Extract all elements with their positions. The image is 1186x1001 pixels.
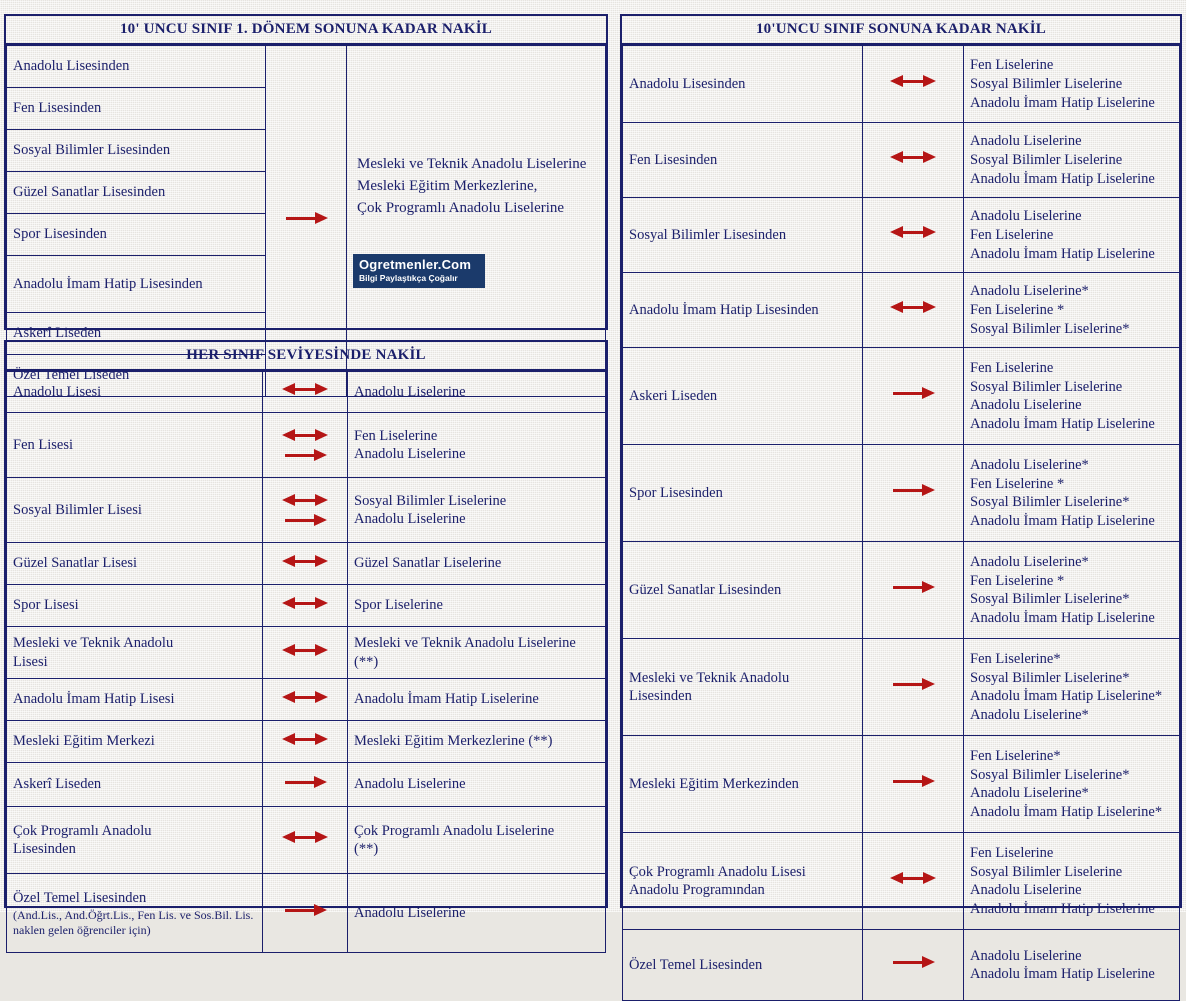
target-cell: Fen Liselerine* Sosyal Bilimler Liselerine* Anadolu İmam Hatip Liselerine* Anadolu Liselerine*: [964, 639, 1180, 736]
table-row: [7, 585, 606, 627]
source-cell: Fen Lisesinden: [623, 123, 863, 198]
table-row: [623, 930, 1180, 1001]
source-cell: Spor Lisesinden: [623, 445, 863, 542]
table-row: [7, 874, 606, 953]
target-cell: Mesleki Eğitim Merkezlerine (**): [348, 721, 606, 763]
target-cell: Fen Liselerine* Sosyal Bilimler Liselerine* Anadolu Liselerine* Anadolu İmam Hatip Liselerine*: [964, 736, 1180, 833]
arrow-cell: [863, 198, 964, 273]
arrow-right-icon: [889, 955, 937, 969]
target-cell: Fen Liselerine Sosyal Bilimler Liselerine Anadolu Liselerine Anadolu İmam Hatip Liselerine: [964, 348, 1180, 445]
table-row: [7, 721, 606, 763]
source-cell: Askerî Liseden: [7, 763, 263, 807]
arrow-double-icon: [281, 732, 329, 746]
source-cell: Özel Temel Lisesinden (And.Lis., And.Öğrt.Lis., Fen Lis. ve Sos.Bil. Lis. naklen gelen öğrenciler için): [7, 874, 263, 953]
source-cell: Özel Temel Lisesinden: [623, 930, 863, 1001]
source-note: (And.Lis., And.Öğrt.Lis., Fen Lis. ve Sos.Bil. Lis. naklen gelen öğrenciler için): [13, 907, 254, 937]
source-cell: Fen Lisesi: [7, 413, 263, 478]
target-cell: Anadolu Liselerine: [348, 874, 606, 953]
arrow-double-icon: [889, 74, 937, 88]
target-cell: Anadolu Liselerine* Fen Liselerine * Sosyal Bilimler Liselerine* Anadolu İmam Hatip Liselerine: [964, 445, 1180, 542]
target-cell: Fen Liselerine Sosyal Bilimler Liselerine Anadolu Liselerine Anadolu İmam Hatip Liselerine: [964, 833, 1180, 930]
source-cell: Mesleki Eğitim Merkezi: [7, 721, 263, 763]
target-cell: Anadolu Liselerine* Fen Liselerine * Sosyal Bilimler Liselerine*: [964, 273, 1180, 348]
watermark-logo: Ogretmenler.Com Bilgi Paylaştıkça Çoğalır: [353, 254, 485, 289]
source-cell: Mesleki ve Teknik Anadolu Lisesi: [7, 627, 263, 679]
source-cell: Sosyal Bilimler Lisesinden: [623, 198, 863, 273]
arrow-right-icon: [889, 774, 937, 788]
arrow-cell: [263, 413, 348, 478]
source-cell: Güzel Sanatlar Lisesinden: [623, 542, 863, 639]
target-cell: Anadolu Liselerine Fen Liselerine Anadolu İmam Hatip Liselerine: [964, 198, 1180, 273]
table-row: [623, 542, 1180, 639]
arrow-cell: [863, 833, 964, 930]
arrow-right-icon: [889, 386, 937, 400]
panel-title-all-grades: HER SINIF SEVİYESİNDE NAKİL: [6, 342, 606, 371]
table-row: [7, 543, 606, 585]
source-cell: Anadolu Lisesi: [7, 372, 263, 413]
panel-all-grades-transfer: [4, 340, 608, 937]
arrow-cell: [263, 585, 348, 627]
arrow-cell: [863, 273, 964, 348]
arrow-right-icon: [281, 775, 329, 789]
source-cell: Anadolu Lisesinden: [623, 46, 863, 123]
source-cell: Anadolu İmam Hatip Lisesinden: [623, 273, 863, 348]
arrow-cell: [263, 874, 348, 953]
arrow-cell: [263, 372, 348, 413]
table-row: [7, 372, 606, 413]
target-cell: Mesleki ve Teknik Anadolu Liselerine Mesleki Eğitim Merkezlerine, Çok Programlı Anadolu Liselerine Ogretmenler.Com Bilgi Paylaştıkça Çoğalır: [347, 46, 606, 397]
table-row: [7, 679, 606, 721]
table-row: [7, 46, 606, 88]
arrow-double-icon: [889, 225, 937, 239]
table-row: [7, 413, 606, 478]
table-row: [623, 445, 1180, 542]
table-row: [623, 736, 1180, 833]
target-cell: Güzel Sanatlar Liselerine: [348, 543, 606, 585]
source-cell: Sosyal Bilimler Lisesinden: [7, 130, 266, 172]
arrow-right-icon: [281, 448, 329, 462]
arrow-double-icon: [889, 871, 937, 885]
arrow-double-icon: [889, 150, 937, 164]
source-cell: Spor Lisesi: [7, 585, 263, 627]
source-cell: Fen Lisesinden: [7, 88, 266, 130]
target-cell: Fen Liselerine Sosyal Bilimler Liselerine Anadolu İmam Hatip Liselerine: [964, 46, 1180, 123]
target-cell: Anadolu İmam Hatip Liselerine: [348, 679, 606, 721]
source-cell: Çok Programlı Anadolu Lisesinden: [7, 807, 263, 874]
source-cell: Sosyal Bilimler Lisesi: [7, 478, 263, 543]
arrow-cell: [863, 46, 964, 123]
source-cell: Askeri Liseden: [623, 348, 863, 445]
table-row: [7, 807, 606, 874]
target-cell: Anadolu Liselerine: [348, 763, 606, 807]
target-cell: Mesleki ve Teknik Anadolu Liselerine (**): [348, 627, 606, 679]
source-cell: Askerî Liseden: [7, 313, 266, 355]
arrow-double-icon: [281, 690, 329, 704]
arrow-cell: [863, 542, 964, 639]
source-cell: Güzel Sanatlar Lisesinden: [7, 172, 266, 214]
arrow-right-icon: [281, 513, 329, 527]
arrow-double-icon: [281, 830, 329, 844]
panel-title-first-term: 10' UNCU SINIF 1. DÖNEM SONUNA KADAR NAKİL: [6, 16, 606, 45]
arrow-right-icon: [889, 580, 937, 594]
source-cell: Mesleki Eğitim Merkezinden: [623, 736, 863, 833]
table-row: [623, 198, 1180, 273]
target-cell: Anadolu Liselerine Anadolu İmam Hatip Liselerine: [964, 930, 1180, 1001]
arrow-cell: [863, 736, 964, 833]
table-row: [623, 348, 1180, 445]
target-cell: Spor Liselerine: [348, 585, 606, 627]
arrow-cell: [263, 763, 348, 807]
arrow-cell: [863, 445, 964, 542]
arrow-cell: [863, 639, 964, 736]
source-cell: Çok Programlı Anadolu Lisesi Anadolu Programından: [623, 833, 863, 930]
arrow-cell: [863, 123, 964, 198]
arrow-cell: [263, 543, 348, 585]
table-row: [623, 833, 1180, 930]
arrow-cell: [263, 721, 348, 763]
source-cell: Mesleki ve Teknik Anadolu Lisesinden: [623, 639, 863, 736]
panel-grade10-end-transfer: [620, 14, 1182, 983]
arrow-right-icon: [889, 677, 937, 691]
target-cell: Fen Liselerine Anadolu Liselerine: [348, 413, 606, 478]
arrow-cell: [263, 807, 348, 874]
table-row: [7, 627, 606, 679]
arrow-right-icon: [281, 903, 329, 917]
target-cell: Sosyal Bilimler Liselerine Anadolu Liselerine: [348, 478, 606, 543]
arrow-cell: [263, 478, 348, 543]
arrow-cell: [263, 679, 348, 721]
arrow-cell: [863, 930, 964, 1001]
source-cell: Özel Temel Liseden: [7, 355, 266, 397]
target-cell: Anadolu Liselerine* Fen Liselerine * Sosyal Bilimler Liselerine* Anadolu İmam Hatip Liselerine: [964, 542, 1180, 639]
arrow-double-icon: [281, 554, 329, 568]
source-cell: Güzel Sanatlar Lisesi: [7, 543, 263, 585]
table-row: [7, 478, 606, 543]
arrow-right-icon: [282, 211, 330, 225]
table-row: [623, 639, 1180, 736]
target-cell: Anadolu Liselerine Sosyal Bilimler Liselerine Anadolu İmam Hatip Liselerine: [964, 123, 1180, 198]
table-grade10-end: [622, 45, 1180, 1001]
table-row: [623, 273, 1180, 348]
source-cell: Anadolu İmam Hatip Lisesi: [7, 679, 263, 721]
source-cell: Spor Lisesinden: [7, 214, 266, 256]
arrow-double-icon: [281, 493, 329, 507]
table-row: [623, 46, 1180, 123]
arrow-cell: [263, 627, 348, 679]
table-row: [623, 123, 1180, 198]
arrow-double-icon: [281, 428, 329, 442]
arrow-right-icon: [889, 483, 937, 497]
arrow-double-icon: [281, 596, 329, 610]
arrow-double-icon: [281, 643, 329, 657]
target-cell: Çok Programlı Anadolu Liselerine (**): [348, 807, 606, 874]
panel-title-grade10-end: 10'UNCU SINIF SONUNA KADAR NAKİL: [622, 16, 1180, 45]
arrow-cell: [863, 348, 964, 445]
source-cell: Anadolu Lisesinden: [7, 46, 266, 88]
arrow-double-icon: [281, 382, 329, 396]
arrow-double-icon: [889, 300, 937, 314]
table-all-grades: [6, 371, 606, 953]
target-cell: Anadolu Liselerine: [348, 372, 606, 413]
source-cell: Anadolu İmam Hatip Lisesinden: [7, 256, 266, 313]
table-row: [7, 763, 606, 807]
